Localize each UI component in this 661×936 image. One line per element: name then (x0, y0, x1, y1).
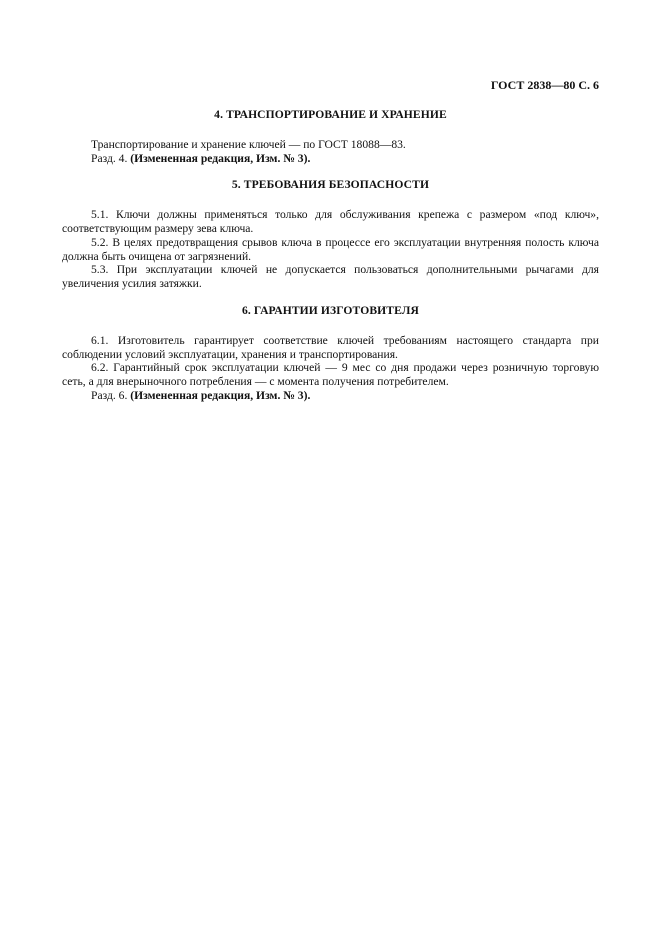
amendment-text: (Измененная редакция, Изм. № 3). (130, 388, 311, 402)
section-spacer (62, 165, 599, 178)
section-6-paragraph-2: 6.2. Гарантийный срок эксплуатации ключей — 9 мес со дня продажи через розничную торговую сеть, а для внерыночного потребления — с момента получения потребителем. (62, 361, 599, 389)
document-body (62, 108, 599, 403)
section-spacer (62, 291, 599, 304)
section-5-paragraph-2: 5.2. В целях предотвращения срывов ключа в процессе его эксплуатации внутренняя полость ключа должна быть очищена от загрязнений. (62, 235, 599, 263)
section-6-amendment-note (62, 389, 599, 403)
amendment-text: (Измененная редакция, Изм. № 3). (130, 151, 311, 165)
section-4 (62, 108, 599, 165)
section-5-paragraph-1: 5.1. Ключи должны применяться только для обслуживания крепежа с размером «под ключ», соответствующим размеру зева ключа. (62, 208, 599, 235)
section-4-amendment-note (62, 152, 599, 166)
section-5-title: 5. ТРЕБОВАНИЯ БЕЗОПАСНОСТИ (231, 178, 430, 192)
section-4-paragraph-1: Транспортирование и хранение ключей — по ГОСТ 18088—83. (91, 137, 406, 151)
section-6-paragraph-1: 6.1. Изготовитель гарантирует соответствие ключей требованиям настоящего стандарта при соблюдении условий эксплуатации, хранения и транспортирования. (62, 333, 599, 361)
section-5 (62, 178, 599, 291)
running-header: ГОСТ 2838—80 С. 6 (490, 78, 599, 92)
amendment-prefix: Разд. 4. (91, 151, 131, 165)
section-4-title: 4. ТРАНСПОРТИРОВАНИЕ И ХРАНЕНИЕ (214, 108, 447, 121)
amendment-prefix: Разд. 6. (91, 388, 131, 402)
section-6-title: 6. ГАРАНТИИ ИЗГОТОВИТЕЛЯ (241, 303, 420, 317)
section-5-paragraph-3: 5.3. При эксплуатации ключей не допускается пользоваться дополнительными рычагами для увеличения усилия затяжки. (62, 263, 599, 291)
section-6 (62, 304, 599, 403)
